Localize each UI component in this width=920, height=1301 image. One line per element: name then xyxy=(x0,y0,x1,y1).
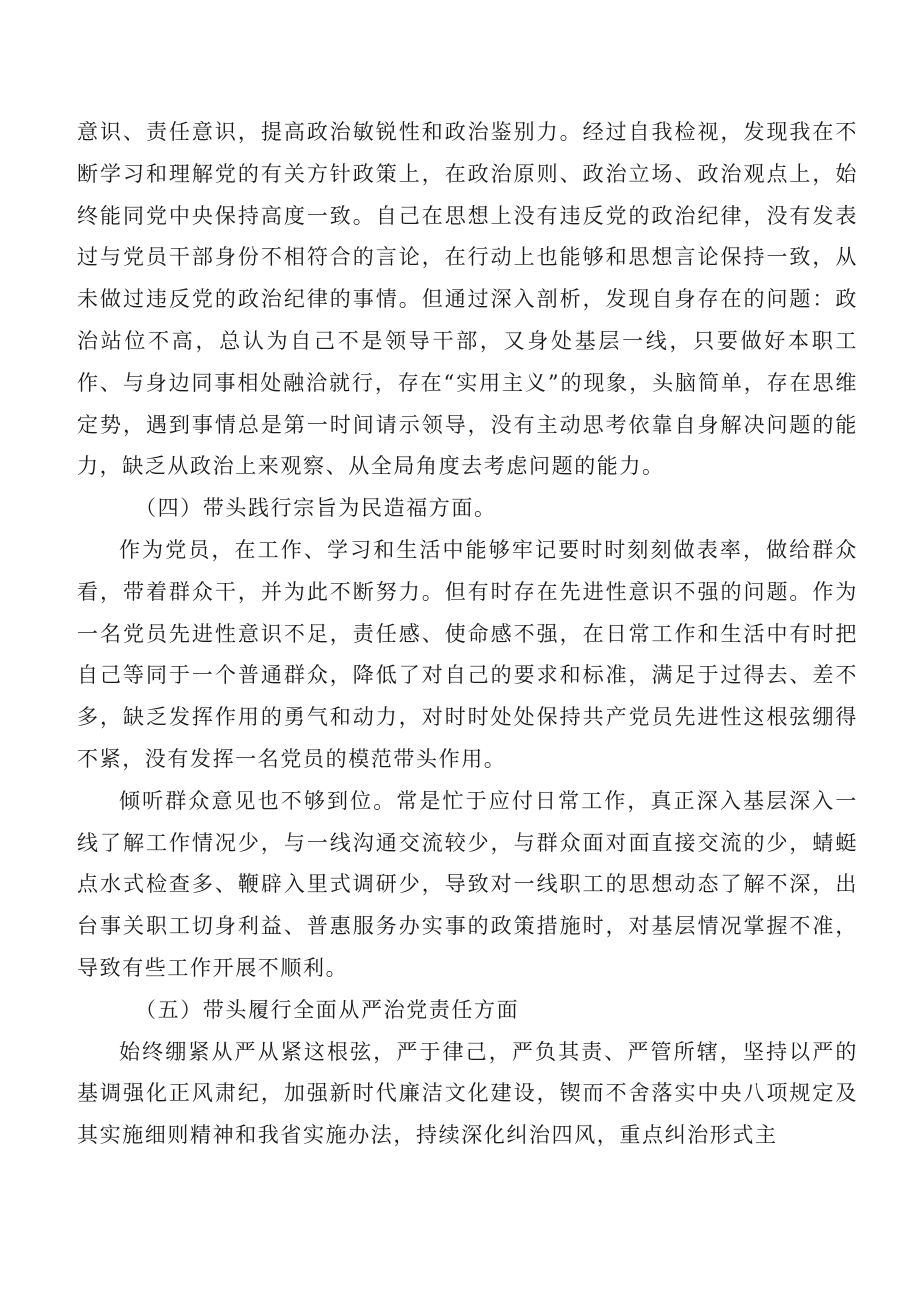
paragraph-party-member-role: 作为党员，在工作、学习和生活中能够牢记要时时刻刻做表率，做给群众看，带着群众干，并为此不断努力。但有时存在先进性意识不强的问题。作为一名党员先进性意识不足，责任感、使命感不强，在日常工作和生活中有时把自己等同于一个普通群众，降低了对自己的要求和标准，满足于过得去、差不多，缺乏发挥作用的勇气和动力，对时时处处保持共产党员先进性这根弦绷得不紧，没有发挥一名党员的模范带头作用。 xyxy=(77,537,858,771)
paragraph-listening-to-masses: 倾听群众意见也不够到位。常是忙于应付日常工作，真正深入基层深入一线了解工作情况少，与一线沟通交流较少，与群众面对面直接交流的少，蜻蜓点水式检查多、鞭辟入里式调研少，导致对一线职工的思想动态了解不深，出台事关职工切身利益、普惠服务办实事的政策措施时，对基层情况掌握不准，导致有些工作开展不顺利。 xyxy=(77,788,858,980)
paragraph-political-awareness: 意识、责任意识，提高政治敏锐性和政治鉴别力。经过自我检视，发现我在不断学习和理解党的有关方针政策上，在政治原则、政治立场、政治观点上，始终能同党中央保持高度一致。自己在思想上没有违反党的政治纪律，没有发表过与党员干部身份不相符合的言论，在行动上也能够和思想言论保持一致，从未做过违反党的政治纪律的事情。但通过深入剖析，发现自身存在的问题：政治站位不高，总认为自己不是领导干部，又身处基层一线，只要做好本职工作、与身边同事相处融洽就行，存在“实用主义”的现象，头脑简单，存在思维定势，遇到事情总是第一时间请示领导，没有主动思考依靠自身解决问题的能力，缺乏从政治上来观察、从全局角度去考虑问题的能力。 xyxy=(77,120,858,479)
paragraph-strict-governance: 始终绷紧从严从紧这根弦，严于律己，严负其责、严管所辖，坚持以严的基调强化正风肃纪，加强新时代廉洁文化建设，锲而不舍落实中央八项规定及其实施细则精神和我省实施办法，持续深化纠治四风，重点纠治形式主 xyxy=(77,1039,858,1148)
section-heading-5: （五）带头履行全面从严治党责任方面 xyxy=(135,997,520,1022)
section-heading-4: （四）带头践行宗旨为民造福方面。 xyxy=(135,496,497,521)
